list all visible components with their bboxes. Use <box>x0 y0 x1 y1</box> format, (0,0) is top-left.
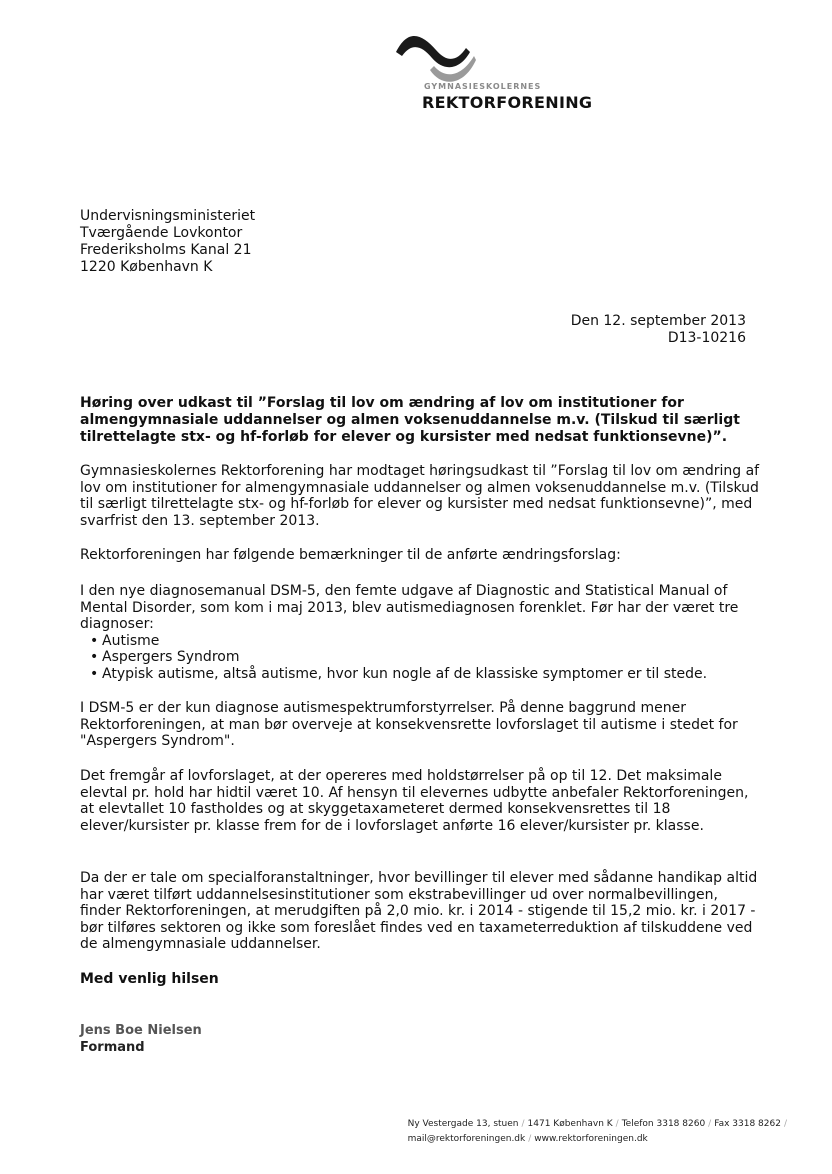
footer-web-link[interactable]: www.rektorforeningen.dk <box>534 1134 648 1144</box>
recipient-line: 1220 København K <box>80 259 213 275</box>
list-item: • Aspergers Syndrom <box>94 649 760 666</box>
footer-fax: Fax 3318 8262 <box>714 1119 781 1129</box>
signature-block <box>80 1022 202 1056</box>
body-paragraph: Rektorforeningen har følgende bemærkninger til de anførte ændringsforslag: <box>80 547 621 563</box>
letterhead-org-small: GYMNASIESKOLERNES <box>424 82 542 91</box>
closing-salutation: Med venlig hilsen <box>80 971 219 987</box>
body-paragraph: I DSM-5 er der kun diagnose autismespektrumforstyrrelser. På denne baggrund mener Rektorforeningen, at man bør overveje at konsekvensrette lovforslaget til autisme i stedet for "Aspergers Syndrom". <box>80 700 738 749</box>
signer-name: Jens Boe Nielsen <box>80 1023 202 1038</box>
body-paragraph: Det fremgår af lovforslaget, at der opereres med holdstørrelser på op til 12. Det maksimale elevtal pr. hold har hidtil været 10. Af hensyn til elevernes udbytte anbefaler Rektorforeningen, at elevtallet 10 fastholdes og at skyggetaxameteret dermed konsekvensrettes til 18 elever/kursister pr. klasse frem for de i lovforslaget anførte 16 elever/kursister pr. klasse. <box>80 768 749 834</box>
footer-contact-line: Ny Vestergade 13, stuen / 1471 København K / Telefon 3318 8260 / Fax 3318 8262 / <box>407 1119 787 1129</box>
body-paragraph-with-list <box>80 583 760 682</box>
list-item: • Autisme <box>94 633 760 650</box>
rektorforening-logo-icon <box>388 26 478 86</box>
date-block <box>571 313 746 347</box>
signer-title: Formand <box>80 1040 145 1055</box>
list-item: • Atypisk autisme, altså autisme, hvor kun nogle af de klassiske symptomer er til stede. <box>94 666 760 683</box>
diagnosis-list <box>80 633 760 683</box>
letter-date: Den 12. september 2013 <box>570 313 746 329</box>
footer-web-line: mail@rektorforeningen.dk / www.rektorforeningen.dk <box>407 1134 648 1144</box>
recipient-line: Frederiksholms Kanal 21 <box>80 242 252 258</box>
footer-address: Ny Vestergade 13, stuen <box>407 1119 519 1129</box>
body-paragraph: I den nye diagnosemanual DSM-5, den femte udgave af Diagnostic and Statistical Manual of Mental Disorder, som kom i maj 2013, blev autismediagnosen forenklet. Før har der været tre diagnoser: <box>80 583 739 632</box>
footer <box>408 1117 790 1147</box>
recipient-address <box>80 208 255 276</box>
footer-phone: Telefon 3318 8260 <box>621 1119 706 1129</box>
recipient-line: Tværgående Lovkontor <box>80 225 243 241</box>
body-paragraph: Da der er tale om specialforanstaltninger, hvor bevillinger til elever med sådanne handikap altid har været tilført uddannelsesinstitutioner som ekstrabevillinger ud over normalbevillingen, finder Rektorforeningen, at merudgiften på 2,0 mio. kr. i 2014 - stigende til 15,2 mio. kr. i 2017 - bør tilføres sektoren og ikke som foreslået findes ved en taxameterreduktion af tilskuddene ved de almengymnasiale uddannelser. <box>80 870 758 952</box>
recipient-line: Undervisningsministeriet <box>80 208 256 224</box>
letterhead-org-name: REKTORFORENING <box>422 93 593 112</box>
footer-city: 1471 København K <box>527 1119 613 1129</box>
body-paragraph: Gymnasieskolernes Rektorforening har modtaget høringsudkast til ”Forslag til lov om ændring af lov om institutioner for almengymnasiale uddannelser og almen voksenuddannelse m.v. (Tilskud til særligt tilrettelagte stx- og hf-forløb for elever og kursister med nedsat funktionsevne)”, med svarfrist den 13. september 2013. <box>80 463 760 529</box>
reference-number: D13-10216 <box>667 330 746 346</box>
subject-heading: Høring over udkast til ”Forslag til lov om ændring af lov om institutioner for almengymnasiale uddannelser og almen voksenuddannelse m.v. (Tilskud til særligt tilrettelagte stx- og hf-forløb for elever og kursister med nedsat funktionsevne)”. <box>80 395 740 445</box>
footer-email-link[interactable]: mail@rektorforeningen.dk <box>407 1134 526 1144</box>
